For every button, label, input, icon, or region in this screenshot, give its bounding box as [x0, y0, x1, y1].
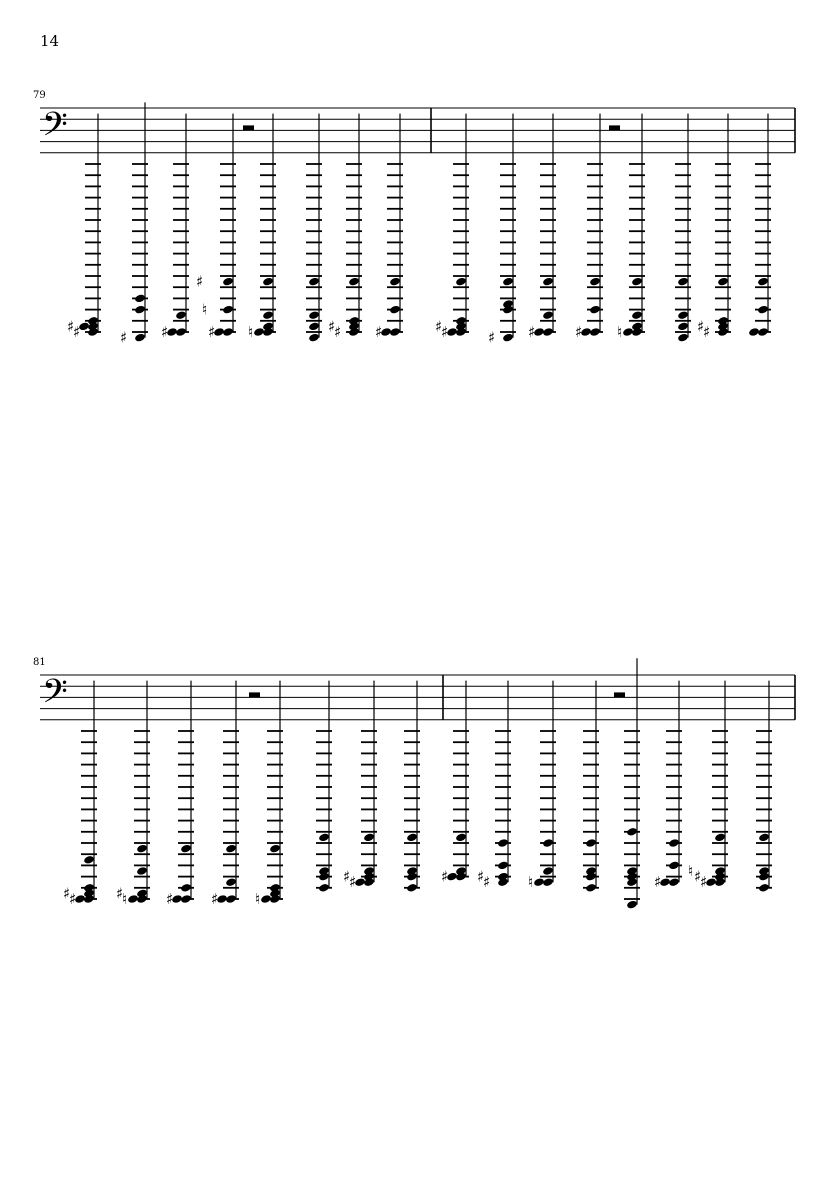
sharp-icon: ♯ [196, 272, 204, 291]
page-number: 14 [40, 32, 60, 50]
sharp-icon: ♯ [343, 867, 351, 886]
sharp-icon: ♯ [375, 323, 383, 341]
sharp-icon: ♯ [528, 323, 536, 341]
notehead [668, 877, 680, 887]
sharp-icon: ♯ [575, 323, 583, 341]
sharp-icon: ♯ [166, 890, 174, 908]
sharp-icon: ♯ [63, 884, 71, 903]
natural-icon: ♮ [617, 323, 623, 341]
notehead [533, 877, 545, 887]
sharp-icon: ♯ [208, 323, 216, 341]
notehead [225, 844, 237, 854]
notehead [542, 877, 554, 887]
notehead [318, 883, 330, 893]
sharp-icon: ♯ [69, 890, 77, 908]
notehead [269, 844, 281, 854]
notehead [136, 866, 148, 876]
sharp-icon: ♯ [477, 867, 485, 886]
half-rest [614, 692, 625, 697]
notehead [542, 866, 554, 876]
bass-clef-icon: 𝄢 [42, 106, 68, 152]
notehead [83, 855, 95, 865]
sharp-icon: ♯ [488, 328, 496, 347]
sharp-icon: ♯ [697, 317, 705, 336]
notehead [455, 832, 467, 842]
natural-icon: ♮ [122, 890, 128, 908]
bass-clef-icon: 𝄢 [42, 673, 68, 719]
notehead [180, 894, 192, 904]
sharp-icon: ♯ [73, 323, 81, 341]
sharp-icon: ♯ [334, 323, 342, 341]
notehead [225, 877, 237, 887]
measure-number: 81 [33, 657, 46, 668]
notehead [714, 832, 726, 842]
notehead [260, 894, 272, 904]
notehead [406, 883, 418, 893]
sharp-icon: ♯ [328, 317, 336, 336]
sharp-icon: ♯ [211, 890, 219, 908]
notehead [626, 827, 638, 837]
notehead [136, 844, 148, 854]
sharp-icon: ♯ [435, 317, 443, 336]
sharp-icon: ♯ [116, 884, 124, 903]
natural-icon: ♮ [688, 862, 694, 880]
natural-icon: ♮ [248, 323, 254, 341]
sharp-icon: ♯ [349, 873, 357, 892]
notehead [406, 832, 418, 842]
notehead [497, 838, 509, 848]
sharp-icon: ♯ [703, 323, 711, 341]
notehead [225, 894, 237, 904]
notehead [318, 832, 330, 842]
notehead [542, 838, 554, 848]
notehead [127, 894, 139, 904]
notehead [758, 832, 770, 842]
half-rest [249, 692, 260, 697]
natural-icon: ♮ [202, 300, 208, 319]
measure-number: 79 [33, 90, 46, 101]
sharp-icon: ♯ [161, 323, 169, 341]
notehead [668, 860, 680, 870]
natural-icon: ♮ [528, 873, 534, 892]
notehead [758, 883, 770, 893]
notehead [626, 900, 638, 910]
sharp-icon: ♯ [120, 328, 128, 347]
notehead [668, 838, 680, 848]
notehead [585, 883, 597, 893]
sharp-icon: ♯ [67, 317, 75, 336]
sharp-icon: ♯ [483, 873, 491, 892]
sharp-icon: ♯ [694, 867, 702, 886]
sharp-icon: ♯ [654, 873, 662, 892]
natural-icon: ♮ [255, 890, 261, 908]
sharp-icon: ♯ [441, 867, 449, 886]
notehead [180, 883, 192, 893]
notehead [497, 860, 509, 870]
notehead [180, 844, 192, 854]
notehead [585, 838, 597, 848]
sharp-icon: ♯ [441, 323, 449, 341]
sharp-icon: ♯ [700, 873, 708, 892]
notehead [363, 832, 375, 842]
